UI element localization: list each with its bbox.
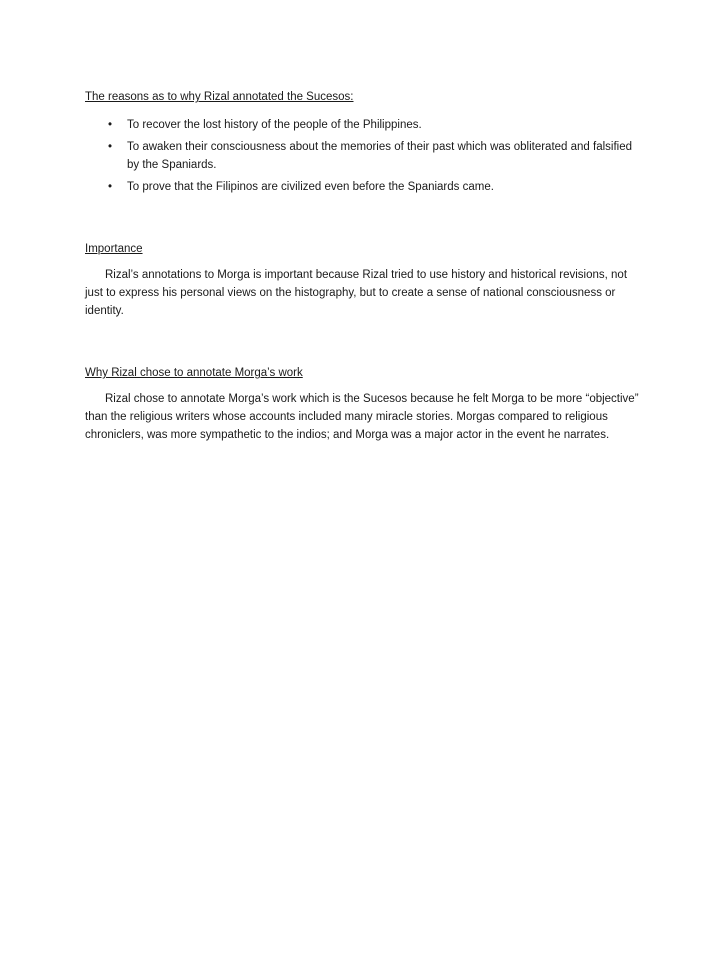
list-item	[85, 178, 645, 196]
list-item	[85, 138, 645, 174]
reasons-heading: The reasons as to why Rizal annotated the Sucesos:	[85, 91, 354, 103]
reasons-list	[85, 116, 645, 196]
list-item-text: To recover the lost history of the people of the Philippines.	[127, 119, 422, 131]
importance-paragraph: Rizal’s annotations to Morga is important because Rizal tried to use history and historical revisions, not just to express his personal views on the histography, but to create a sense of national consciousness or identity.	[85, 269, 628, 317]
bullet-icon: •	[107, 181, 113, 193]
bullet-icon: •	[107, 141, 113, 153]
bullet-icon: •	[107, 119, 113, 131]
list-item-text: To prove that the Filipinos are civilized even before the Spaniards came.	[127, 181, 494, 193]
why-morga-heading: Why Rizal chose to annotate Morga’s work	[85, 367, 303, 379]
importance-section	[85, 240, 645, 320]
document-body	[85, 88, 645, 444]
reasons-section	[85, 88, 645, 196]
why-morga-section	[85, 364, 645, 444]
why-morga-paragraph: Rizal chose to annotate Morga’s work which is the Sucesos because he felt Morga to be more “objective” than the religious writers whose accounts included many miracle stories. Morgas compared to religious chroniclers, was more sympathetic to the indios; and Morga was a major actor in the event he narrates.	[85, 393, 639, 441]
list-item-text: To awaken their consciousness about the memories of their past which was obliterated and falsified by the Spaniards.	[127, 141, 632, 171]
list-item	[85, 116, 645, 134]
importance-heading: Importance	[85, 243, 143, 255]
